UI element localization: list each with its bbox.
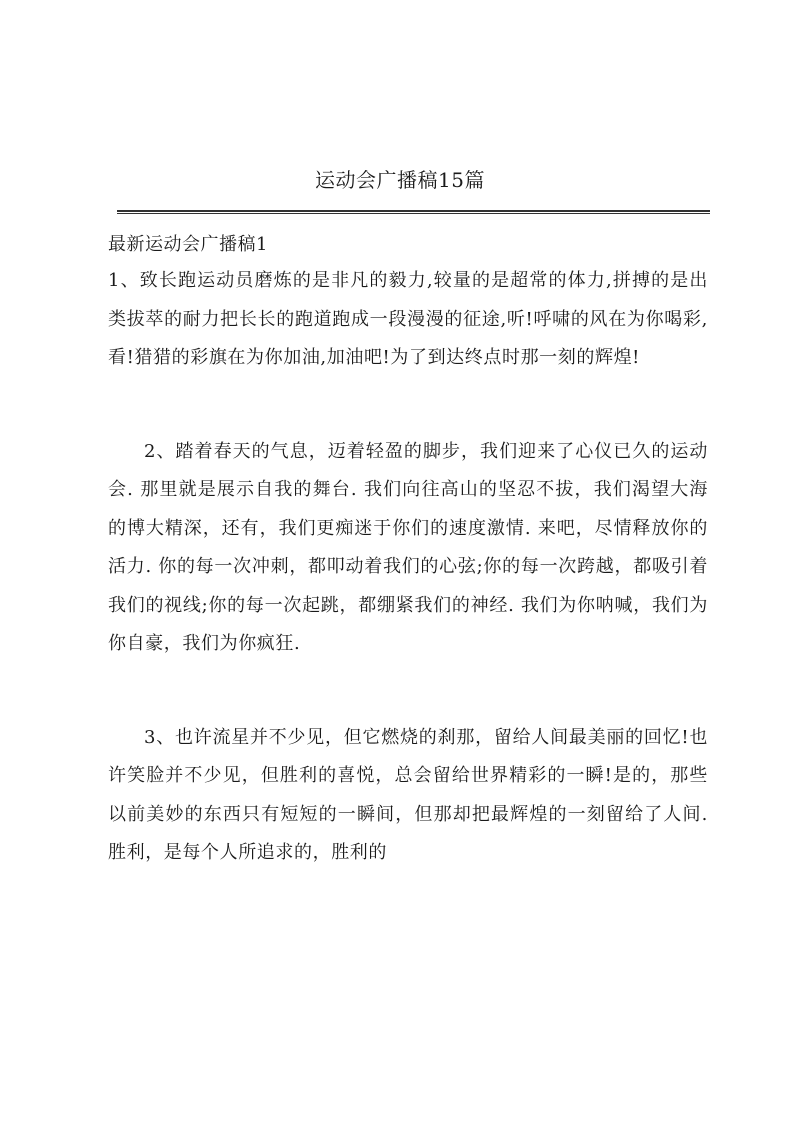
- paragraph-1: 1、致长跑运动员磨炼的是非凡的毅力,较量的是超常的体力,拼搏的是出类拔萃的耐力把长长的跑道跑成一段漫漫的征途,听!呼啸的风在为你喝彩,看!猎猎的彩旗在为你加油,加油吧!为了到达终点时那一刻的辉煌!: [108, 270, 708, 368]
- section-heading: 最新运动会广播稿1: [108, 234, 268, 255]
- document-title: 运动会广播稿15篇: [315, 168, 485, 192]
- title-divider: [117, 210, 710, 214]
- document-body: [108, 230, 708, 873]
- paragraph-3: 3、也许流星并不少见，但它燃烧的刹那，留给人间最美丽的回忆!也许笑脸并不少见，但胜利的喜悦，总会留给世界精彩的一瞬!是的，那些以前美妙的东西只有短短的一瞬间，但那却把最辉煌的一刻留给了人间. 胜利，是每个人所追求的，胜利的: [108, 726, 708, 863]
- paragraph-2: 2、踏着春天的气息，迈着轻盈的脚步，我们迎来了心仪已久的运动会. 那里就是展示自我的舞台. 我们向往高山的坚忍不拔，我们渴望大海的博大精深，还有，我们更痴迷于你们的速度激情. 来吧，尽情释放你的活力. 你的每一次冲刺，都叩动着我们的心弦;你的每一次跨越，都吸引着我们的视线;你的每一次起跳，都绷紧我们的神经. 我们为你呐喊，我们为你自豪，我们为你疯狂.: [108, 440, 708, 654]
